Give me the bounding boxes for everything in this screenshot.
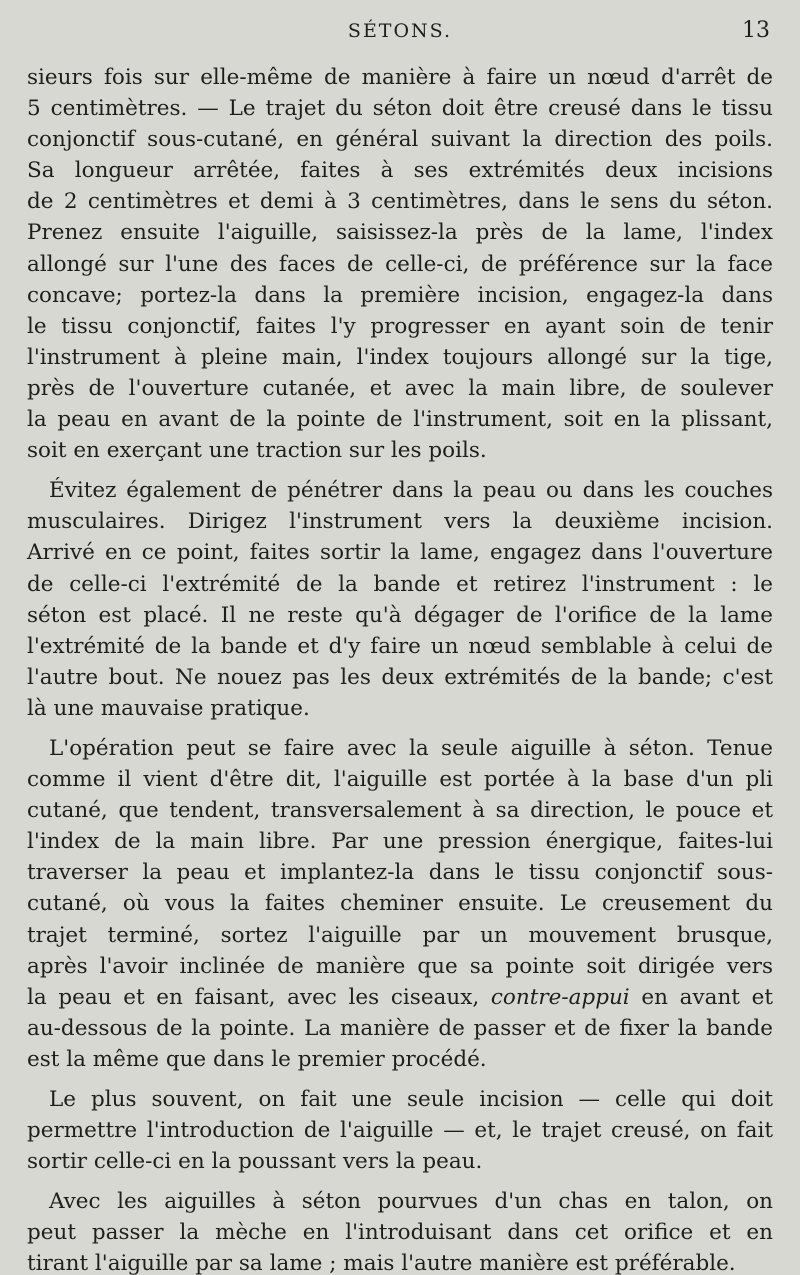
text-line: cutané, où vous la faites cheminer ensuite. Le creusement du <box>27 891 773 917</box>
text-line: l'index de la main libre. Par une pression énergique, faites-lui <box>27 829 773 855</box>
text-line: là une mauvaise pratique. <box>27 695 310 721</box>
text-line: sieurs fois sur elle-même de manière à faire un nœud d'arrêt de <box>27 65 773 90</box>
text-line: comme il vient d'être dit, l'aiguille est portée à la base d'un pli <box>27 767 773 793</box>
text-line: l'autre bout. Ne nouez pas les deux extrémités de la bande; c'est <box>27 664 773 690</box>
text-line: permettre l'introduction de l'aiguille — et, le trajet creusé, on fait <box>27 1118 773 1144</box>
text-line: Avec les aiguilles à séton pourvues d'un chas en talon, on <box>49 1189 773 1215</box>
text-line: Prenez ensuite l'aiguille, saisissez-la près de la lame, l'index <box>27 220 773 246</box>
text-line: de 2 centimètres et demi à 3 centimètres, dans le sens du séton. <box>27 189 773 215</box>
text-line: Évitez également de pénétrer dans la peau ou dans les couches <box>49 478 773 504</box>
text-line: séton est placé. Il ne reste qu'à dégager de l'orifice de la lame <box>27 602 773 628</box>
text-line: Sa longueur arrêtée, faites à ses extrémités deux incisions <box>27 158 773 184</box>
text-line: soit en exerçant une traction sur les poils. <box>27 438 487 464</box>
text-line: au-dessous de la pointe. La manière de passer et de fixer la bande <box>27 1015 773 1041</box>
text-line: sortir celle-ci en la poussant vers la peau. <box>27 1149 483 1175</box>
text-line: trajet terminé, sortez l'aiguille par un mouvement brusque, <box>27 922 773 948</box>
text-line: près de l'ouverture cutanée, et avec la main libre, de soulever <box>27 375 773 401</box>
text-line: est la même que dans le premier procédé. <box>27 1046 487 1072</box>
text-line: de celle-ci l'extrémité de la bande et retirez l'instrument : le <box>27 571 773 597</box>
text-line: L'opération peut se faire avec la seule aiguille à séton. Tenue <box>49 735 773 761</box>
paragraph-3 <box>27 733 773 1075</box>
text-line: tirant l'aiguille par sa lame ; mais l'autre manière est préférable. <box>27 1251 736 1275</box>
text-line: Le plus souvent, on fait une seule incision — celle qui doit <box>49 1087 773 1112</box>
text-line: le tissu conjonctif, faites l'y progresser en ayant soin de tenir <box>27 313 773 339</box>
text-line: musculaires. Dirigez l'instrument vers la deuxième incision. <box>27 509 773 535</box>
text-line: l'instrument à pleine main, l'index toujours allongé sur la tige, <box>27 344 773 370</box>
text-line: la peau en avant de la pointe de l'instrument, soit en la plissant, <box>27 407 773 433</box>
body-text <box>27 62 773 1275</box>
paragraph-2 <box>27 475 773 724</box>
text-line: peut passer la mèche en l'introduisant dans cet orifice et en <box>27 1220 773 1246</box>
text-line: concave; portez-la dans la première incision, engagez-la dans <box>27 282 773 308</box>
text-line: la peau et en faisant, avec les ciseaux, contre-appui en avant et <box>27 984 773 1010</box>
text-line: traverser la peau et implantez-la dans le tissu conjonctif sous- <box>27 860 773 886</box>
paragraph-1 <box>27 62 773 466</box>
text-line: l'extrémité de la bande et d'y faire un nœud semblable à celui de <box>27 633 773 659</box>
text-line: conjonctif sous-cutané, en général suivant la direction des poils. <box>27 127 773 153</box>
page-number: 13 <box>742 18 770 43</box>
text-line: après l'avoir inclinée de manière que sa pointe soit dirigée vers <box>27 953 773 979</box>
text-line: allongé sur l'une des faces de celle-ci, de préférence sur la face <box>27 251 773 277</box>
paragraph-4 <box>27 1084 773 1177</box>
running-title: SÉTONS. <box>347 20 453 42</box>
text-line: 5 centimètres. — Le trajet du séton doit être creusé dans le tissu <box>27 96 773 122</box>
text-line: Arrivé en ce point, faites sortir la lame, engagez dans l'ouverture <box>27 540 773 566</box>
emphasized-term: contre-appui <box>490 984 630 1010</box>
running-head <box>0 20 800 50</box>
text-line: cutané, que tendent, transversalement à sa direction, le pouce et <box>27 798 773 824</box>
paragraph-5 <box>27 1186 773 1275</box>
